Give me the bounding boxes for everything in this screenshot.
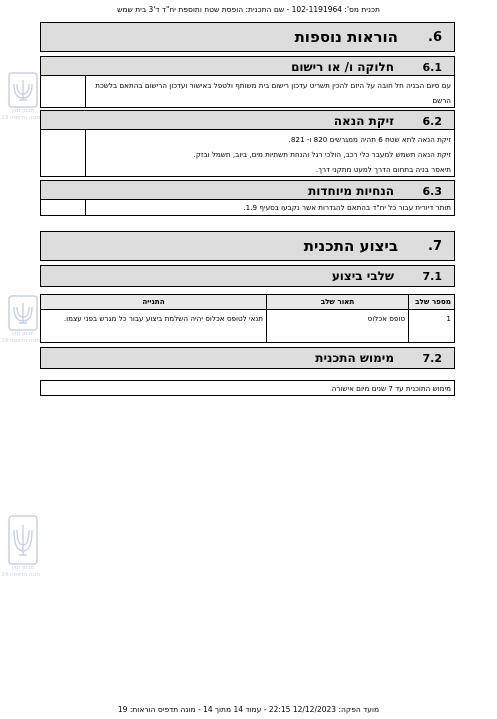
section-number: 6.3: [422, 185, 442, 198]
watermark-line2: מונה הדפסה 19: [1, 115, 40, 121]
menorah-emblem-icon: [8, 72, 38, 108]
section-text: מימוש התוכנית עד 7 שנים מיום אישורה: [331, 384, 451, 393]
page-footer: מועד הפקה: 12/12/2023 22:15 - עמוד 14 מתוך 14 - מונה תדפיס הוראות: 19: [117, 705, 380, 714]
section-number: 6.2: [422, 115, 442, 128]
text-line: זיקת הנאה תשמש למעבר כלי רכב, הולכי רגל והנחת תשתיות מים, ביוב, חשמל ובזק.: [193, 150, 451, 159]
section-number: 7.: [428, 239, 442, 254]
section-number: 7.2: [422, 352, 442, 365]
table-cell: 1: [409, 310, 455, 343]
section-number: 6.: [428, 30, 442, 45]
section-number: 6.1: [422, 61, 442, 74]
side-column: [41, 76, 86, 107]
stages-table: [40, 294, 455, 343]
section-7-header: [40, 231, 455, 261]
section-title: ביצוע התכנית: [303, 237, 398, 255]
section-text: עם סיום הבניה חל חובה על היזם להכין תשריט עדכון רישום בית משותף ולטפל באישור ועדכון הרישום בהתאם בלשכת הרשם: [95, 81, 451, 105]
table-row: [41, 310, 455, 343]
section-title: זיקת הנאה: [333, 114, 394, 128]
section-title: הוראות נוספות: [294, 28, 398, 46]
column-header: תאור שלב: [267, 295, 409, 310]
column-header: מספר שלב: [409, 295, 455, 310]
watermark-line1: תכנון זמין: [12, 108, 34, 114]
section-text: תותר דיורית עבור כל יח"ד בהתאם להגדרות אשר נקבעו בסעיף 1.9.: [243, 203, 451, 212]
watermark-line2: מונה הדפסה 19: [1, 572, 40, 578]
section-6-3-content: [40, 199, 455, 216]
section-title: הנחיות מיוחדות: [308, 184, 394, 198]
watermark: [1, 515, 40, 579]
section-6-header: [40, 22, 455, 52]
section-6-2-content: [40, 129, 455, 177]
section-text: [89, 132, 451, 177]
section-title: חלוקה ו/ או רישום: [291, 60, 394, 74]
menorah-emblem-icon: [8, 515, 38, 565]
menorah-emblem-icon: [8, 295, 38, 331]
side-column: [41, 130, 86, 176]
section-title: מימוש התכנית: [315, 351, 394, 365]
section-title: שלבי ביצוע: [331, 269, 394, 283]
watermark-line2: מונה הדפסה 19: [1, 338, 40, 344]
watermark-line1: תכנון זמין: [12, 565, 34, 571]
watermark: [1, 72, 40, 122]
side-column: [41, 200, 86, 215]
text-line: תיאסר בניה בתחום הדרך למעט מתקני דרך.: [315, 165, 451, 174]
section-7-1-header: [40, 265, 455, 287]
table-cell: טופס אכלוס: [267, 310, 409, 343]
table-cell: תנאי לטופס אכלוס יהיה השלמת ביצוע עבור כל מגרש בפני עצמו.: [41, 310, 267, 343]
page-header: תכנית מס': 102-1191964 - שם התכנית: הופסת שטח ותוספת יח"ד ד'3 בית שמש: [117, 5, 380, 14]
section-6-1-content: [40, 75, 455, 108]
watermark: [1, 295, 40, 345]
watermark-line1: תכנון זמין: [12, 331, 34, 337]
text-line: זיקת הנאה לתא שטח 6 תהיה ממגרשים 820 ו- 821.: [288, 135, 451, 144]
section-number: 7.1: [422, 270, 442, 283]
section-7-2-content: [40, 380, 455, 396]
column-header: התנייה: [41, 295, 267, 310]
table-header-row: [41, 295, 455, 310]
section-7-2-header: [40, 347, 455, 369]
